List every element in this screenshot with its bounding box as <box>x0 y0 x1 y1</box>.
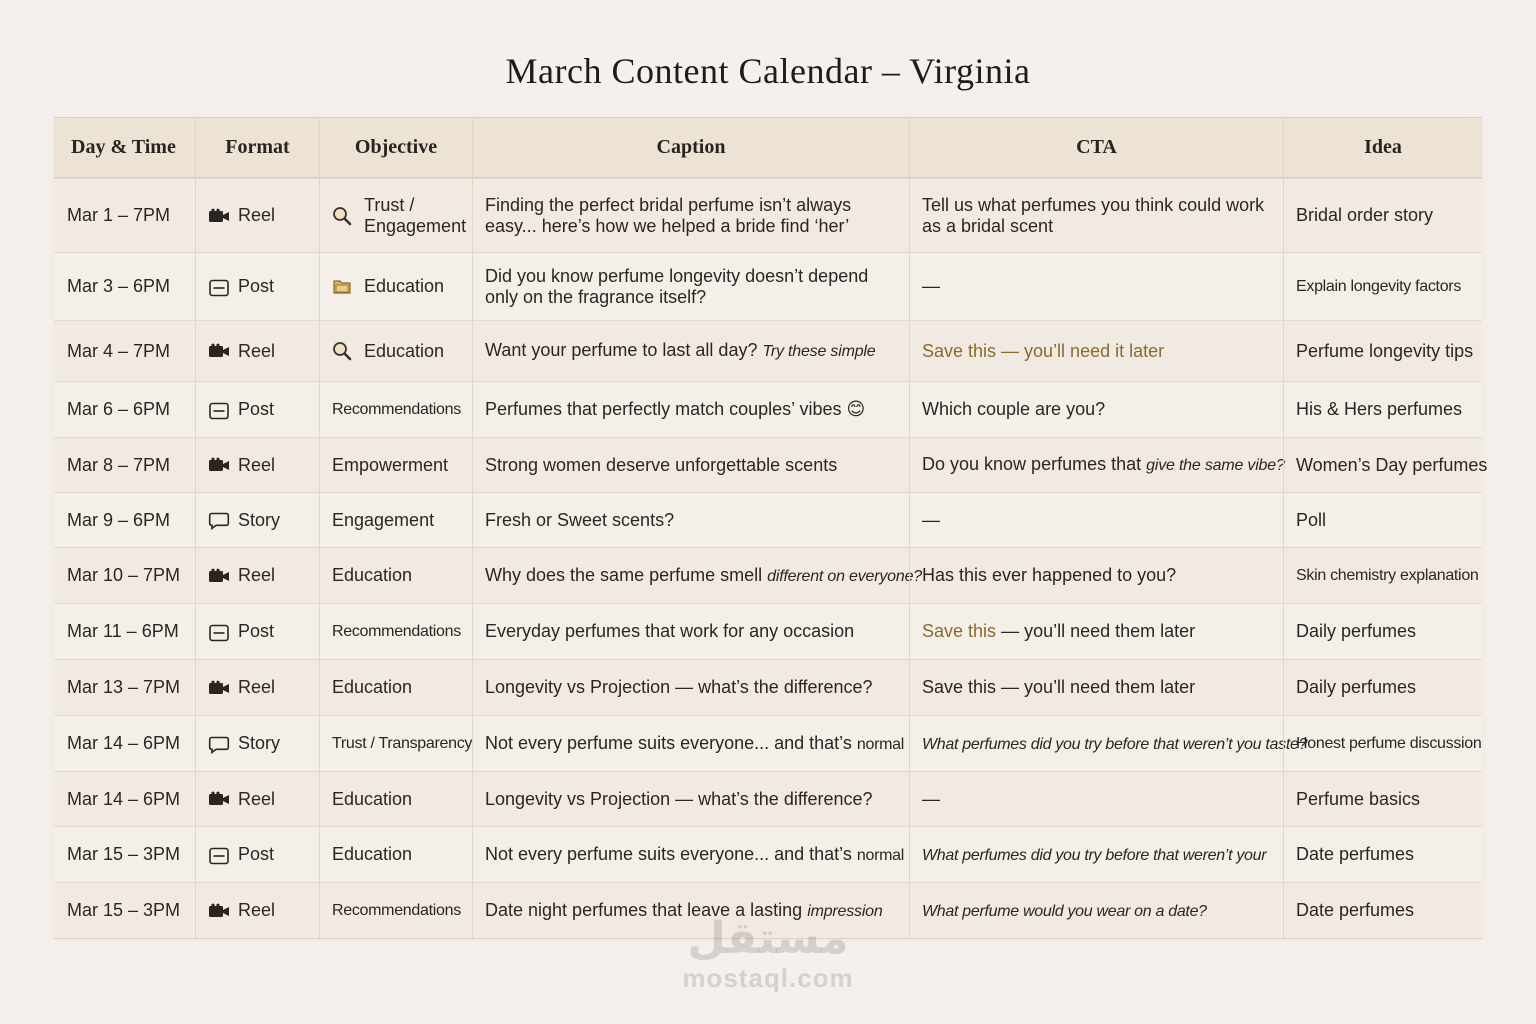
day-time-cell <box>54 716 195 771</box>
cta-cell <box>909 716 1308 771</box>
format-cell <box>195 493 319 547</box>
idea-text: Perfume longevity tips <box>1296 340 1474 361</box>
format-label: Reel <box>238 677 276 697</box>
table-row <box>54 252 1482 320</box>
caption-text: Strong women deserve unforgettable scents <box>485 454 838 475</box>
idea-cell <box>1283 660 1482 715</box>
table-header <box>54 118 1482 178</box>
objective-cell <box>319 179 472 252</box>
objective-cell <box>319 883 472 938</box>
idea-cell <box>1283 604 1482 659</box>
caption-text: Did you know perfume longevity doesn’t depend only on the fragrance itself? <box>485 265 869 307</box>
caption-cell <box>472 253 909 320</box>
day-time-cell <box>54 253 195 320</box>
objective-label: Education <box>332 677 413 697</box>
day-time-cell <box>54 827 195 882</box>
cta-cell <box>909 438 1283 492</box>
day-time-cell <box>54 438 195 492</box>
format-cell <box>195 438 319 492</box>
format-cell <box>195 179 319 252</box>
day-time-cell <box>54 548 195 603</box>
idea-text: Date perfumes <box>1296 844 1415 864</box>
objective-label: Engagement <box>332 509 435 530</box>
day-time: Mar 3 – 6PM <box>67 276 171 296</box>
format-label: Reel <box>238 900 276 920</box>
objective-label: Empowerment <box>332 454 449 475</box>
cta-text: — <box>922 509 940 530</box>
idea-cell <box>1283 179 1482 252</box>
table-row <box>54 178 1482 252</box>
caption-cell <box>472 321 909 381</box>
table-row <box>54 547 1482 603</box>
objective-cell <box>319 438 472 492</box>
cta-text: — <box>922 788 940 809</box>
idea-cell <box>1283 827 1482 882</box>
idea-cell <box>1283 883 1482 938</box>
caption-text: Longevity vs Projection — what’s the difference? <box>485 677 873 697</box>
caption-text: Want your perfume to last all day? <box>485 340 758 360</box>
caption-cell <box>472 604 909 659</box>
format-label: Post <box>238 621 275 641</box>
cta-cell <box>909 604 1283 659</box>
cta-cell <box>909 321 1283 381</box>
objective-cell <box>319 772 472 826</box>
day-time-cell <box>54 493 195 547</box>
idea-text: Date perfumes <box>1296 900 1415 920</box>
idea-cell <box>1283 548 1482 603</box>
cta-text: — you’ll need them later <box>1001 621 1196 641</box>
idea-text: Explain longevity factors <box>1296 278 1462 295</box>
objective-label: Education <box>364 276 445 296</box>
cta-cell <box>909 548 1283 603</box>
video-camera-icon <box>208 680 230 696</box>
objective-cell <box>319 660 472 715</box>
format-cell <box>195 827 319 882</box>
objective-label: Education <box>332 565 413 585</box>
table-row <box>54 320 1482 381</box>
table-row <box>54 715 1482 771</box>
objective-label: Recommendations <box>332 401 461 418</box>
format-cell <box>195 382 319 437</box>
objective-cell <box>319 253 472 320</box>
cta-cell <box>909 660 1283 715</box>
cta-text: Which couple are you? <box>922 399 1106 419</box>
table-row <box>54 381 1482 437</box>
format-cell <box>195 604 319 659</box>
column-header-format: Format <box>195 118 319 177</box>
video-camera-icon <box>208 343 230 359</box>
cta-cell <box>909 493 1283 547</box>
objective-cell <box>319 716 472 771</box>
cta-cell <box>909 179 1283 252</box>
story-icon <box>208 736 230 752</box>
format-label: Reel <box>238 205 276 225</box>
table-body <box>54 178 1488 938</box>
caption-cell <box>472 660 909 715</box>
format-label: Post <box>238 399 275 419</box>
folder-icon <box>332 277 352 297</box>
cta-text: Save this — you’ll need it later <box>922 340 1165 361</box>
caption-cell <box>472 382 909 437</box>
column-header-caption: Caption <box>472 118 909 177</box>
format-cell <box>195 321 319 381</box>
cta-emphasis: What perfumes did you try before that weren’t your <box>922 846 1267 864</box>
cta-cell <box>909 253 1283 320</box>
idea-text: Skin chemistry explanation <box>1296 567 1479 584</box>
column-header-cta: CTA <box>909 118 1283 177</box>
video-camera-icon <box>208 208 230 224</box>
caption-text: Fresh or Sweet scents? <box>485 509 675 530</box>
format-cell <box>195 772 319 826</box>
idea-text: Perfume basics <box>1296 788 1421 809</box>
cta-text: Do you know perfumes that <box>922 454 1142 474</box>
caption-cell <box>472 827 909 882</box>
format-label: Story <box>238 509 281 530</box>
caption-text: Not every perfume suits everyone... and that’s <box>485 843 852 864</box>
caption-emphasis: Try these simple <box>762 343 876 360</box>
objective-label: Recommendations <box>332 623 461 640</box>
column-header-objective: Objective <box>319 118 472 177</box>
cta-emphasis: give the same vibe? <box>1146 457 1285 474</box>
format-cell <box>195 548 319 603</box>
idea-cell <box>1283 253 1482 320</box>
caption-text: Why does the same perfume smell <box>485 564 763 585</box>
cta-text: Has this ever happened to you? <box>922 565 1177 585</box>
day-time-cell <box>54 382 195 437</box>
caption-small: normal <box>856 846 904 864</box>
cta-cell <box>909 772 1283 826</box>
magnifier-icon <box>332 341 352 361</box>
day-time: Mar 13 – 7PM <box>67 677 181 697</box>
format-cell <box>195 660 319 715</box>
format-label: Reel <box>238 565 276 585</box>
cta-text: Tell us what perfumes you think could work as a bridal scent <box>922 194 1265 236</box>
day-time: Mar 9 – 6PM <box>67 509 171 530</box>
format-label: Post <box>238 844 275 864</box>
day-time-cell <box>54 772 195 826</box>
story-icon <box>208 512 230 528</box>
magnifier-icon <box>332 206 352 226</box>
day-time: Mar 14 – 6PM <box>67 788 181 809</box>
table-row <box>54 771 1482 826</box>
day-time: Mar 10 – 7PM <box>67 565 181 585</box>
format-label: Story <box>238 733 281 753</box>
cta-emphasis: What perfumes did you try before that weren’t you taste? <box>922 735 1308 753</box>
day-time: Mar 8 – 7PM <box>67 454 171 475</box>
caption-cell <box>472 772 909 826</box>
objective-cell <box>319 321 472 381</box>
idea-cell <box>1283 772 1482 826</box>
idea-text: Poll <box>1296 509 1327 530</box>
idea-text: His & Hers perfumes <box>1296 399 1463 419</box>
table-row <box>54 882 1482 938</box>
caption-cell <box>472 548 922 603</box>
caption-text: Finding the perfect bridal perfume isn’t always easy... here’s how we helped a bride find ‘her’ <box>485 194 852 236</box>
smile-emoji-icon: 😊 <box>846 399 866 419</box>
content-calendar-table <box>54 117 1488 939</box>
video-camera-icon <box>208 791 230 807</box>
table-row <box>54 826 1482 882</box>
idea-text: Daily perfumes <box>1296 621 1417 641</box>
caption-text: Everyday perfumes that work for any occasion <box>485 621 855 641</box>
column-header-idea: Idea <box>1283 118 1482 177</box>
page-title: March Content Calendar – Virginia <box>505 51 1031 91</box>
watermark-logo: مستقل <box>687 913 849 964</box>
idea-cell <box>1283 321 1482 381</box>
objective-cell <box>319 548 472 603</box>
post-icon <box>208 847 230 863</box>
caption-text: Longevity vs Projection — what’s the difference? <box>485 788 873 809</box>
column-header-day: Day & Time <box>71 136 176 158</box>
objective-cell <box>319 382 472 437</box>
post-icon <box>208 624 230 640</box>
day-time: Mar 15 – 3PM <box>67 844 181 864</box>
idea-cell <box>1283 438 1488 492</box>
format-label: Reel <box>238 788 276 809</box>
day-time-cell <box>54 660 195 715</box>
cta-text: — <box>922 276 940 296</box>
caption-cell <box>472 883 909 938</box>
idea-cell <box>1283 493 1482 547</box>
day-time-cell <box>54 604 195 659</box>
video-camera-icon <box>208 457 230 473</box>
day-time: Mar 6 – 6PM <box>67 399 171 419</box>
format-cell <box>195 253 319 320</box>
format-cell <box>195 883 319 938</box>
cta-accent: Save this <box>922 621 997 641</box>
caption-emphasis: impression <box>807 902 883 920</box>
objective-label: Trust / Transparency <box>332 735 473 752</box>
idea-text: Women’s Day perfumes <box>1296 454 1488 475</box>
objective-label: Trust / Engagement <box>364 194 467 236</box>
idea-cell <box>1283 382 1482 437</box>
cta-cell <box>909 382 1283 437</box>
day-time: Mar 1 – 7PM <box>67 205 171 225</box>
objective-cell <box>319 493 472 547</box>
caption-text: Date night perfumes that leave a lasting <box>485 899 803 920</box>
objective-cell <box>319 827 472 882</box>
table-row <box>54 603 1482 659</box>
objective-cell <box>319 604 472 659</box>
caption-cell <box>472 179 909 252</box>
post-icon <box>208 402 230 418</box>
caption-cell <box>472 438 909 492</box>
format-label: Post <box>238 276 275 296</box>
cta-emphasis: What perfume would you wear on a date? <box>922 902 1207 920</box>
idea-text: Honest perfume discussion <box>1296 735 1482 752</box>
video-camera-icon <box>208 568 230 584</box>
format-cell <box>195 716 319 771</box>
idea-text: Daily perfumes <box>1296 677 1417 697</box>
objective-label: Education <box>332 844 413 864</box>
objective-label: Education <box>332 788 413 809</box>
table-row <box>54 659 1482 715</box>
day-time: Mar 11 – 6PM <box>67 621 179 641</box>
cta-text: Save this — you’ll need them later <box>922 677 1196 697</box>
caption-emphasis: different on everyone? <box>767 567 922 585</box>
caption-text: Not every perfume suits everyone... and that’s <box>485 732 852 753</box>
caption-cell <box>472 493 909 547</box>
day-time: Mar 15 – 3PM <box>67 900 181 920</box>
post-icon <box>208 279 230 295</box>
table-row <box>54 437 1488 492</box>
day-time: Mar 14 – 6PM <box>67 733 181 753</box>
format-label: Reel <box>238 340 276 361</box>
caption-small: normal <box>856 735 904 753</box>
day-time-cell <box>54 883 195 938</box>
day-time: Mar 4 – 7PM <box>67 340 171 361</box>
video-camera-icon <box>208 903 230 919</box>
idea-text: Bridal order story <box>1296 205 1434 225</box>
objective-label: Education <box>364 340 445 361</box>
objective-label: Recommendations <box>332 902 461 919</box>
day-time-cell <box>54 321 195 381</box>
format-label: Reel <box>238 454 276 475</box>
cta-cell <box>909 827 1283 882</box>
cta-cell <box>909 883 1283 938</box>
table-row <box>54 492 1482 547</box>
day-time-cell <box>54 179 195 252</box>
watermark-url: mostaql.com <box>682 963 854 993</box>
idea-cell <box>1283 716 1482 771</box>
caption-text: Perfumes that perfectly match couples’ vibes <box>485 399 842 419</box>
caption-cell <box>472 716 909 771</box>
